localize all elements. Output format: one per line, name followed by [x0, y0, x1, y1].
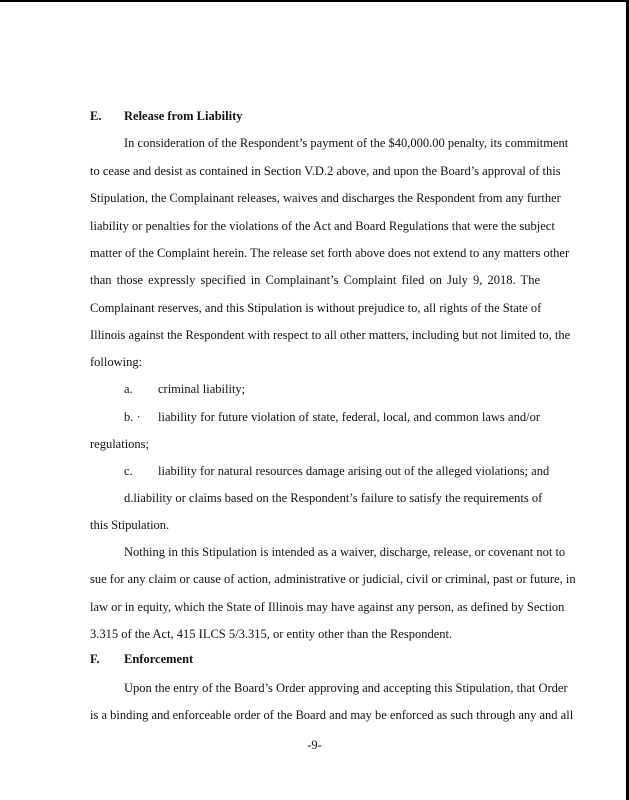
paragraph-line: liability or penalties for the violations of the Act and Board Regulations that were the subject	[90, 219, 555, 233]
list-item-b	[124, 409, 540, 425]
list-item-text: liability for future violation of state, federal, local, and common laws and/or	[158, 410, 540, 424]
paragraph-line: Nothing in this Stipulation is intended as a waiver, discharge, release, or covenant not to	[124, 545, 566, 559]
page-number: -9-	[307, 738, 322, 752]
section-e-heading	[90, 109, 243, 124]
paragraph-line: Stipulation, the Complainant releases, waives and discharges the Respondent from any further	[90, 191, 561, 205]
list-marker: d.	[124, 491, 134, 505]
paragraph-line: 3.315 of the Act, 415 ILCS 5/3.315, or entity other than the Respondent.	[90, 627, 453, 641]
list-item-text: criminal liability;	[158, 382, 246, 396]
section-f-letter: F.	[90, 652, 100, 666]
list-item-text: liability for natural resources damage arising out of the alleged violations; and	[158, 464, 550, 478]
list-item-d-continuation: this Stipulation.	[90, 518, 170, 532]
section-f-heading	[90, 652, 193, 667]
paragraph-line: In consideration of the Respondent’s payment of the $40,000.00 penalty, its commitment	[124, 136, 569, 150]
section-e-title: Release from Liability	[124, 109, 243, 123]
paragraph-line: Complainant reserves, and this Stipulation is without prejudice to, all rights of the State of	[90, 301, 542, 315]
list-item-a	[124, 381, 245, 397]
paragraph-line: law or in equity, which the State of Illinois may have against any person, as defined by Section	[90, 600, 565, 614]
paragraph-line: following:	[90, 355, 143, 369]
section-e-letter: E.	[90, 109, 102, 123]
paragraph-line: to cease and desist as contained in Section V.D.2 above, and upon the Board’s approval of this	[90, 164, 561, 178]
list-item-c	[124, 463, 549, 479]
section-f-title: Enforcement	[124, 652, 194, 666]
paragraph-line: Upon the entry of the Board’s Order approving and accepting this Stipulation, that Order	[124, 681, 568, 695]
paragraph-line: matter of the Complaint herein. The release set forth above does not extend to any matters other	[90, 246, 570, 260]
paragraph-line: than those expressly specified in Complainant’s Complaint filed on July 9, 2018. The	[90, 273, 540, 287]
list-item-d	[124, 490, 543, 506]
paragraph-line: is a binding and enforceable order of the Board and may be enforced as such through any and all	[90, 708, 574, 722]
list-item-text: liability or claims based on the Respondent’s failure to satisfy the requirements of	[133, 491, 543, 505]
paragraph-line: sue for any claim or cause of action, administrative or judicial, civil or criminal, past or future, in	[90, 572, 576, 586]
list-marker: b. ·	[124, 410, 141, 424]
paragraph-line: Illinois against the Respondent with respect to all other matters, including but not limited to, the	[90, 328, 571, 342]
list-marker: c.	[124, 464, 133, 478]
list-item-b-continuation: regulations;	[90, 437, 150, 451]
list-marker: a.	[124, 382, 133, 396]
